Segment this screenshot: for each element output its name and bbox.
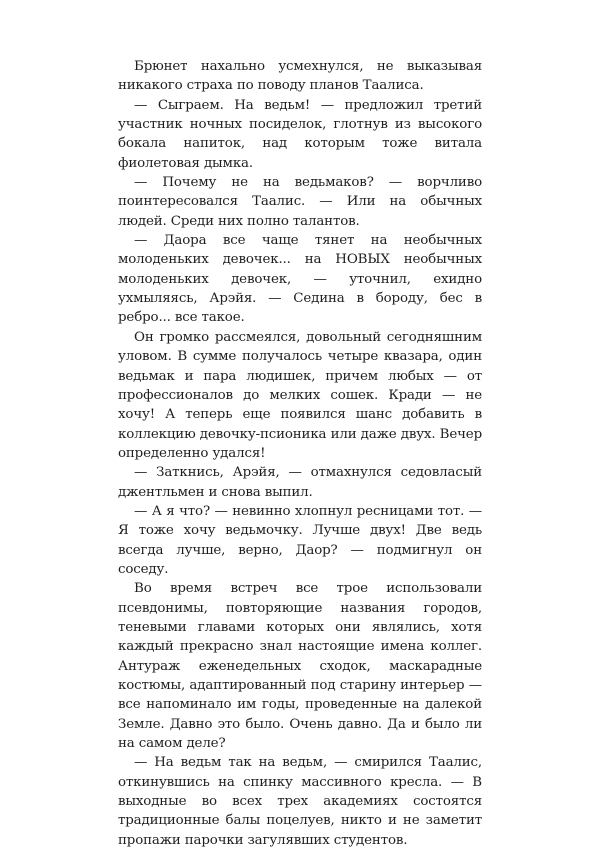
body-text [118,57,482,850]
paragraph-4: — Даора все чаще тянет на необычных молоденьких девочек... на НОВЫХ необычных молоденьких девочек, — уточнил, ехидно ухмыляясь, Арэйя. — Седина в бороду, бес в ребро... все такое. [118,233,482,326]
paragraph-9: — На ведьм так на ведьм, — смирился Таалис, откинувшись на спинку массивного кресла. — В выходные во всех трех академиях состоятся традиционные балы поцелуев, никто и не заметит пропажи парочки загулявших студентов. [118,755,482,848]
paragraph-6: — Заткнись, Арэйя, — отмахнулся седовласый джентльмен и снова выпил. [118,465,482,500]
paragraph-2: — Сыграем. На ведьм! — предложил третий участник ночных посиделок, глотнув из высокого бокала напиток, над которым тоже витала фиолетовая дымка. [118,97,482,171]
paragraph-5: Он громко рассмеялся, довольный сегодняшним уловом. В сумме получалось четыре квазара, один ведьмак и пара людишек, причем любых — от профессионалов до мелких сошек. Кради — не хочу! А теперь еще появился шанс добавить в коллекцию девочку-псионика или даже двух. Вечер определенно удался! [118,329,482,461]
paragraph-3: — Почему не на ведьмаков? — ворчливо поинтересовался Таалис. — Или на обычных людей. Среди них полно талантов. [118,175,482,229]
paragraph-8: Во время встреч все трое использовали псевдонимы, повторяющие названия городов, теневыми главами которых они являлись, хотя каждый прекрасно знал настоящие имена коллег. Антураж еженедельных сходок, маскарадные костюмы, адаптированный под старину интерьер — все напоминало им годы, проведенные на далекой Земле. Давно это было. Очень давно. Да и было ли на самом деле? [118,581,482,752]
paragraph-7: — А я что? — невинно хлопнул ресницами тот. — Я тоже хочу ведьмочку. Лучше двух! Две ведь всегда лучше, верно, Даор? — подмигнул он соседу. [118,503,482,577]
paragraph-1: Брюнет нахально усмехнулся, не выказывая никакого страха по поводу планов Таалиса. [118,59,482,94]
